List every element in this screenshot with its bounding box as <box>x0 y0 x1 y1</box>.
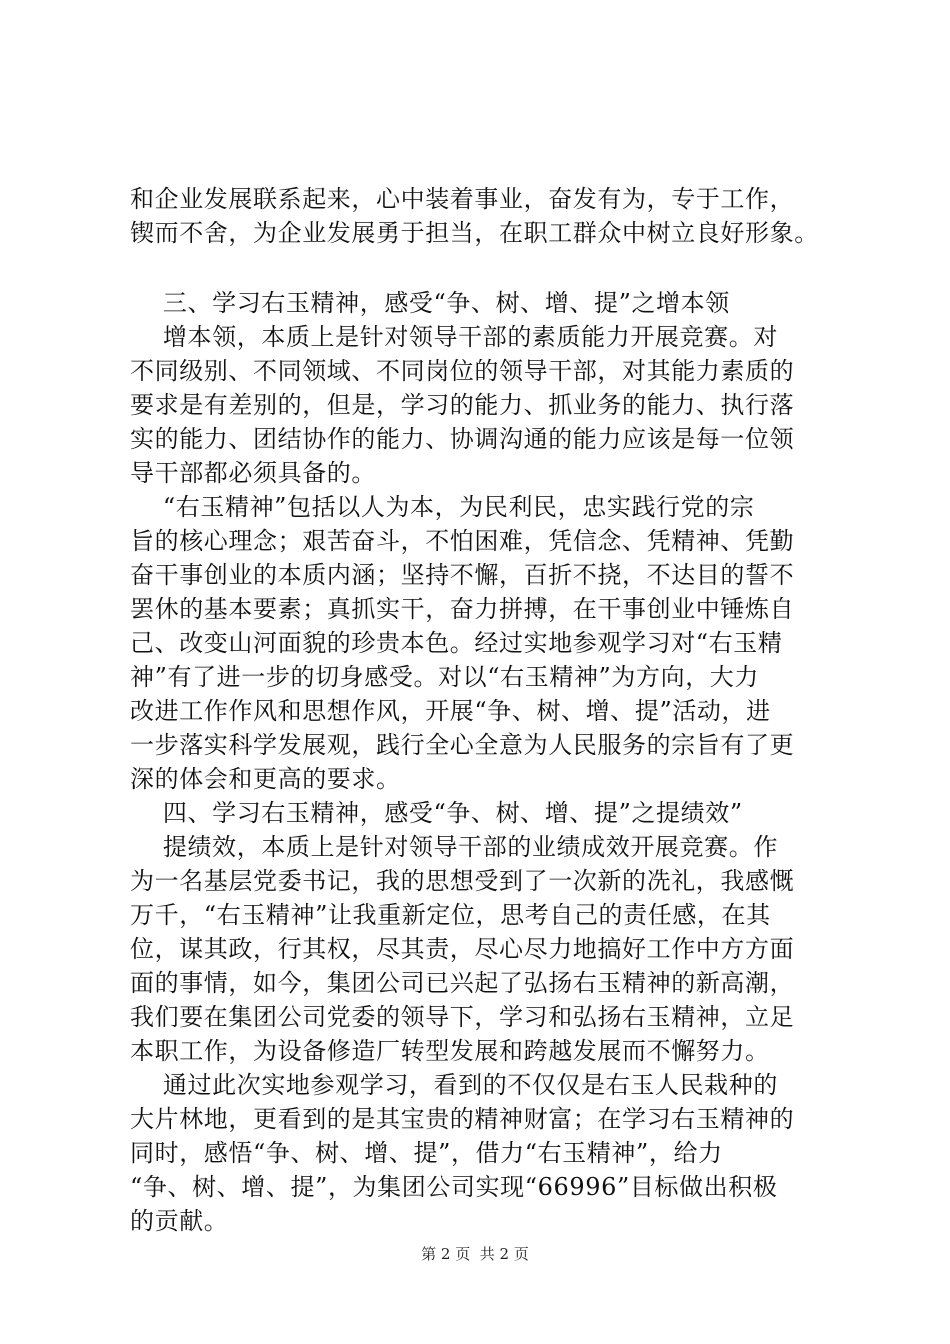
text-line: 奋干事创业的本质内涵；坚持不懈，百折不挠，不达目的誓不 <box>130 561 795 589</box>
text-line: 面的事情，如今，集团公司已兴起了弘扬右玉精神的新高潮， <box>130 969 795 997</box>
text-line: 我们要在集团公司党委的领导下，学习和弘扬右玉精神，立足 <box>130 1003 795 1031</box>
text-line: 增本领，本质上是针对领导干部的素质能力开展竞赛。对 <box>130 323 778 351</box>
text-line: “右玉精神”包括以人为本，为民利民，忠实践行党的宗 <box>130 493 755 521</box>
page-number-footer: 第 2 页 共 2 页 <box>421 1245 529 1263</box>
text-line: 提绩效，本质上是针对领导干部的业绩成效开展竞赛。作 <box>130 833 778 861</box>
text-line: 一步落实科学发展观，践行全心全意为人民服务的宗旨有了更 <box>130 731 795 759</box>
section-heading: 三、学习右玉精神，感受“争、树、增、提”之增本领 <box>130 289 730 317</box>
text-line: 导干部都必须具备的。 <box>130 459 376 487</box>
text-line: 大片林地，更看到的是其宝贵的精神财富；在学习右玉精神的 <box>130 1105 795 1133</box>
text-line: 位，谋其政，行其权，尽其责，尽心尽力地搞好工作中方方面 <box>130 935 795 963</box>
section-heading: 四、学习右玉精神，感受“争、树、增、提”之提绩效” <box>130 799 743 827</box>
text-line: 要求是有差别的，但是，学习的能力、抓业务的能力、执行落 <box>130 391 795 419</box>
text-line: 神”有了进一步的切身感受。对以“右玉精神”为方向，大力 <box>130 663 760 691</box>
text-line: 万千，“右玉精神”让我重新定位，思考自己的责任感，在其 <box>130 901 771 929</box>
text-line: 罢休的基本要素；真抓实干，奋力拼搏，在干事创业中锤炼自 <box>130 595 795 623</box>
text-line: 不同级别、不同领域、不同岗位的领导干部，对其能力素质的 <box>130 357 795 385</box>
text-line: 的贡献。 <box>130 1207 229 1235</box>
text-line: 本职工作，为设备修造厂转型发展和跨越发展而不懈努力。 <box>130 1037 770 1065</box>
text-line: 锲而不舍，为企业发展勇于担当，在职工群众中树立良好形象。 <box>130 219 819 247</box>
text-line: 为一名基层党委书记，我的思想受到了一次新的冼礼，我感慨 <box>130 867 795 895</box>
text-line: 己、改变山河面貌的珍贵本色。经过实地参观学习对“右玉精 <box>130 629 783 657</box>
text-line: 和企业发展联系起来，心中装着事业，奋发有为，专于工作， <box>130 185 795 213</box>
text-line: 旨的核心理念；艰苦奋斗，不怕困难，凭信念、凭精神、凭勤 <box>130 527 795 555</box>
text-line: 改进工作作风和思想作风，开展“争、树、增、提”活动，进 <box>130 697 771 725</box>
text-line: “争、树、增、提”，为集团公司实现“66996”目标做出积极 <box>130 1173 778 1201</box>
text-line: 深的体会和更高的要求。 <box>130 765 401 793</box>
text-line: 通过此次实地参观学习，看到的不仅仅是右玉人民栽种的 <box>130 1071 778 1099</box>
text-line: 实的能力、团结协作的能力、协调沟通的能力应该是每一位领 <box>130 425 795 453</box>
text-line: 同时，感悟“争、树、增、提”，借力“右玉精神”，给力 <box>130 1139 723 1167</box>
